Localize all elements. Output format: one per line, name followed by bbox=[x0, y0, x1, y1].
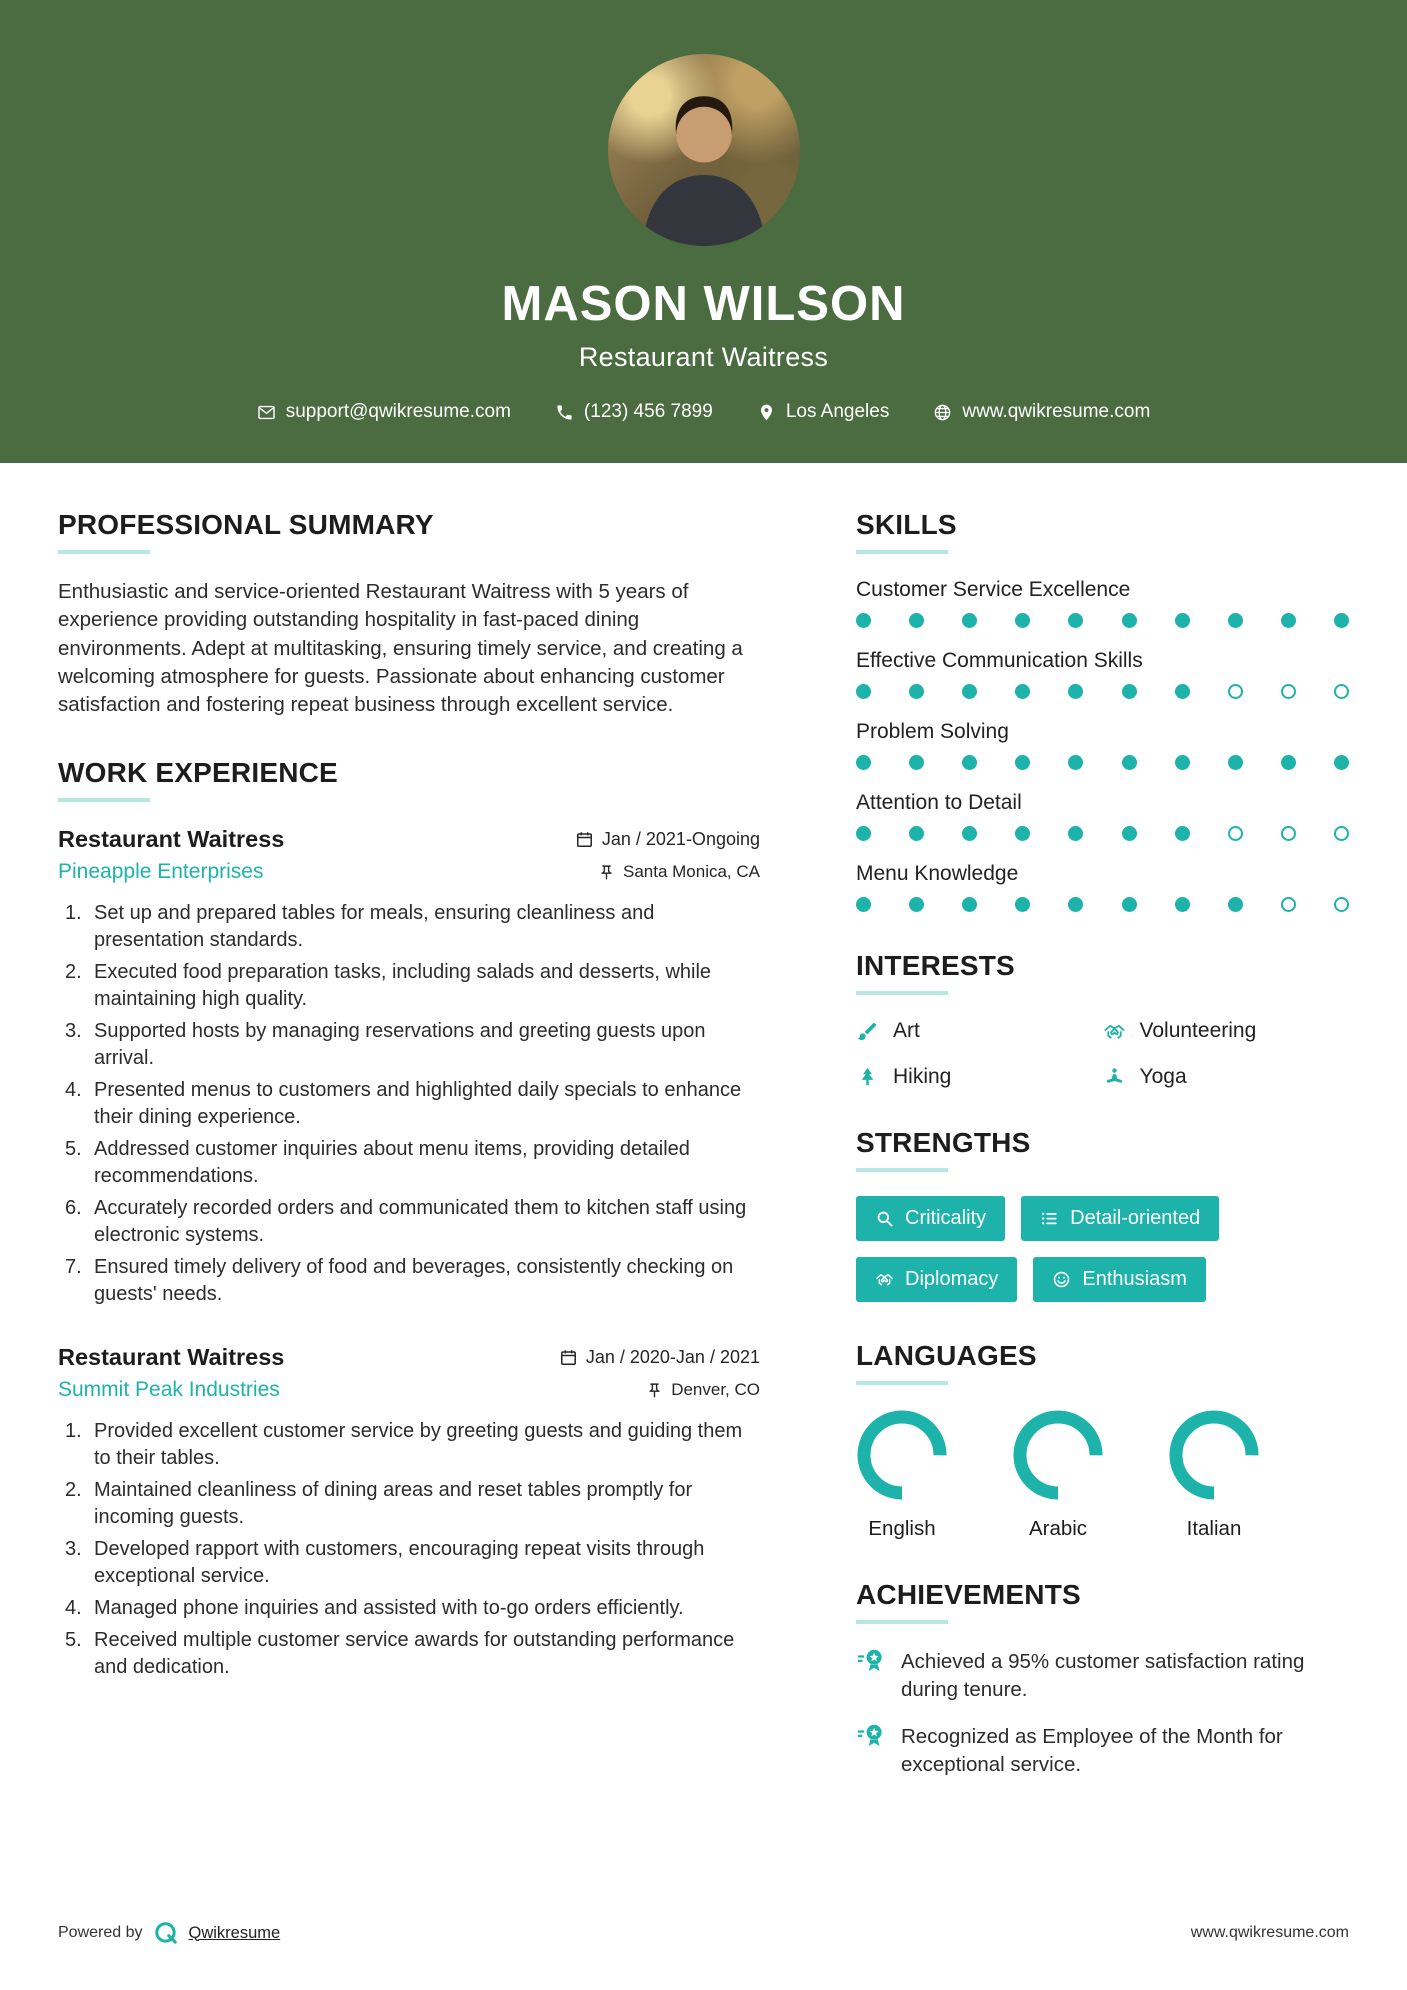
languages-row bbox=[856, 1409, 1349, 1541]
footer bbox=[0, 1920, 1407, 1946]
skill-dot-filled bbox=[1122, 755, 1137, 770]
strength-label: Criticality bbox=[905, 1207, 987, 1229]
skill-dot-filled bbox=[1068, 826, 1083, 841]
header-job-title: Restaurant Waitress bbox=[578, 342, 829, 372]
language-progress-ring bbox=[856, 1409, 948, 1501]
achievement-text: Recognized as Employee of the Month for exceptional service. bbox=[901, 1724, 1283, 1776]
skill-item bbox=[856, 791, 1349, 841]
languages-section bbox=[856, 1340, 1349, 1541]
skill-dot-empty bbox=[1228, 826, 1243, 841]
job-bullet: Developed rapport with customers, encouraging repeat visits through exceptional service. bbox=[94, 1538, 705, 1588]
strength-pill bbox=[856, 1196, 1005, 1241]
job-company: Pineapple Enterprises bbox=[58, 860, 264, 884]
skills-heading: SKILLS bbox=[856, 509, 957, 540]
powered-by bbox=[58, 1920, 280, 1946]
skill-dot-filled bbox=[1334, 755, 1349, 770]
job-bullet: Supported hosts by managing reservations and greeting guests upon arrival. bbox=[94, 1020, 706, 1070]
calendar-icon bbox=[559, 1348, 578, 1367]
job-company-row bbox=[58, 1378, 760, 1402]
contact-row bbox=[0, 401, 1407, 423]
skill-dot-filled bbox=[1175, 684, 1190, 699]
skill-dot-filled bbox=[1175, 755, 1190, 770]
skill-dot-filled bbox=[1281, 613, 1296, 628]
achievement-item bbox=[856, 1723, 1349, 1780]
skill-dot-filled bbox=[1122, 684, 1137, 699]
job-title: Restaurant Waitress bbox=[58, 1344, 285, 1371]
contact-text: Los Angeles bbox=[785, 401, 890, 422]
skill-dot-filled bbox=[1281, 755, 1296, 770]
skill-name: Problem Solving bbox=[856, 720, 1009, 743]
heading-underline bbox=[856, 1381, 948, 1385]
summary-section bbox=[58, 509, 760, 719]
profile-photo-silhouette bbox=[608, 54, 800, 246]
heading-underline bbox=[856, 1620, 948, 1624]
skill-dot-filled bbox=[856, 897, 871, 912]
skill-dots bbox=[856, 613, 1349, 628]
powered-by-label: Powered by bbox=[58, 1924, 143, 1941]
skill-name: Customer Service Excellence bbox=[856, 578, 1131, 601]
job-dates bbox=[575, 829, 760, 850]
job-bullet: Executed food preparation tasks, including salads and desserts, while maintaining high quality. bbox=[94, 961, 712, 1011]
smiley-icon bbox=[1052, 1270, 1071, 1289]
skill-dot-filled bbox=[1015, 755, 1030, 770]
magnifier-icon bbox=[875, 1209, 894, 1228]
skill-dot-filled bbox=[909, 613, 924, 628]
contact-item[interactable] bbox=[555, 401, 713, 423]
job-bullet: Addressed customer inquiries about menu items, providing detailed recommendations. bbox=[94, 1138, 690, 1188]
heading-underline bbox=[856, 1168, 948, 1172]
job-dates bbox=[559, 1347, 760, 1368]
award-icon bbox=[856, 1721, 886, 1751]
skill-dots bbox=[856, 684, 1349, 699]
job-bullet: Managed phone inquiries and assisted with to-go orders efficiently. bbox=[94, 1597, 684, 1620]
job-location-text: Denver, CO bbox=[671, 1380, 760, 1400]
strength-label: Detail-oriented bbox=[1070, 1207, 1201, 1229]
strength-pill bbox=[856, 1257, 1017, 1302]
yoga-icon bbox=[1103, 1066, 1126, 1089]
interest-label: Art bbox=[893, 1019, 920, 1042]
job-title-row bbox=[58, 1344, 760, 1371]
skill-dot-filled bbox=[909, 755, 924, 770]
job-entry bbox=[58, 1344, 760, 1681]
achievements-heading: ACHIEVEMENTS bbox=[856, 1579, 1081, 1610]
skill-dot-filled bbox=[909, 684, 924, 699]
interest-item bbox=[1103, 1019, 1350, 1043]
strengths-heading: STRENGTHS bbox=[856, 1127, 1031, 1158]
language-name: Arabic bbox=[1028, 1517, 1088, 1540]
skill-dot-filled bbox=[1122, 897, 1137, 912]
skill-dot-filled bbox=[1068, 684, 1083, 699]
skill-name: Attention to Detail bbox=[856, 791, 1022, 814]
skill-dot-empty bbox=[1334, 826, 1349, 841]
job-bullet: Accurately recorded orders and communicated them to kitchen staff using electronic systems. bbox=[94, 1197, 747, 1247]
job-dates-text: Jan / 2021-Ongoing bbox=[601, 829, 760, 850]
skill-dot-empty bbox=[1334, 897, 1349, 912]
job-company: Summit Peak Industries bbox=[58, 1378, 280, 1402]
skill-dot-filled bbox=[1068, 755, 1083, 770]
contact-text: support@qwikresume.com bbox=[285, 401, 511, 422]
strengths-list bbox=[856, 1196, 1349, 1302]
skill-dots bbox=[856, 897, 1349, 912]
skill-dot-empty bbox=[1228, 684, 1243, 699]
heading-underline bbox=[856, 550, 948, 554]
language-item bbox=[1012, 1409, 1104, 1541]
skill-dot-filled bbox=[856, 826, 871, 841]
location-icon bbox=[757, 403, 776, 422]
pushpin-icon bbox=[598, 864, 615, 881]
heading-underline bbox=[58, 798, 150, 802]
jobs bbox=[58, 826, 760, 1681]
qwikresume-link[interactable]: Qwikresume bbox=[188, 1923, 281, 1942]
contact-item[interactable] bbox=[757, 401, 890, 423]
skill-dot-filled bbox=[1122, 826, 1137, 841]
skill-item bbox=[856, 649, 1349, 699]
contact-text: www.qwikresume.com bbox=[962, 401, 1151, 422]
job-title: Restaurant Waitress bbox=[58, 826, 285, 853]
interest-item bbox=[1103, 1065, 1350, 1089]
interest-item bbox=[856, 1065, 1103, 1089]
skill-dot-filled bbox=[856, 684, 871, 699]
skill-dot-filled bbox=[856, 755, 871, 770]
achievement-text: Achieved a 95% customer satisfaction rating during tenure. bbox=[901, 1650, 1305, 1702]
job-entry bbox=[58, 826, 760, 1308]
skill-dot-empty bbox=[1281, 897, 1296, 912]
job-bullets bbox=[58, 1418, 760, 1681]
skill-dot-filled bbox=[1015, 684, 1030, 699]
tree-icon bbox=[856, 1066, 879, 1089]
job-bullet: Maintained cleanliness of dining areas and reset tables promptly for incoming guests. bbox=[94, 1479, 693, 1529]
job-bullet: Presented menus to customers and highlighted daily specials to enhance their dining experience. bbox=[94, 1079, 742, 1129]
achievements-list bbox=[856, 1648, 1349, 1779]
work-heading: WORK EXPERIENCE bbox=[58, 757, 338, 789]
summary-text: Enthusiastic and service-oriented Restaurant Waitress with 5 years of experience providing outstanding hospitality in fast-paced dining environments. Adept at multitasking, ensuring timely service, and creating a welcoming atmosphere for guests. Passionate about enhancing customer satisfaction and fostering repeat business through excellent service. bbox=[58, 580, 743, 717]
job-bullet: Provided excellent customer service by greeting guests and guiding them to their tables. bbox=[94, 1420, 743, 1470]
achievements-section bbox=[856, 1579, 1349, 1779]
list-icon bbox=[1040, 1209, 1059, 1228]
language-progress-ring bbox=[1012, 1409, 1104, 1501]
interests-grid bbox=[856, 1019, 1349, 1089]
skill-item bbox=[856, 720, 1349, 770]
skills-section bbox=[856, 509, 1349, 912]
skill-dot-filled bbox=[1068, 613, 1083, 628]
heading-underline bbox=[856, 991, 948, 995]
heading-underline bbox=[58, 550, 150, 554]
skill-dot-filled bbox=[962, 826, 977, 841]
handshake-icon bbox=[1103, 1020, 1126, 1043]
job-dates-text: Jan / 2020-Jan / 2021 bbox=[585, 1347, 760, 1368]
skill-dot-filled bbox=[909, 897, 924, 912]
resume-body bbox=[0, 463, 1407, 1817]
strength-label: Enthusiasm bbox=[1082, 1268, 1187, 1290]
job-company-row bbox=[58, 860, 760, 884]
summary-heading: PROFESSIONAL SUMMARY bbox=[58, 509, 434, 540]
skill-dot-filled bbox=[1015, 613, 1030, 628]
language-item bbox=[856, 1409, 948, 1541]
skill-dot-filled bbox=[1175, 826, 1190, 841]
skill-name: Effective Communication Skills bbox=[856, 649, 1143, 672]
job-bullet: Set up and prepared tables for meals, ensuring cleanliness and presentation standards. bbox=[94, 902, 655, 952]
strengths-section bbox=[856, 1127, 1349, 1302]
work-section bbox=[58, 757, 760, 1681]
skill-item bbox=[856, 862, 1349, 912]
job-bullet: Received multiple customer service awards for outstanding performance and dedication. bbox=[94, 1629, 735, 1679]
phone-icon bbox=[555, 403, 574, 422]
calendar-icon bbox=[575, 830, 594, 849]
interests-heading: INTERESTS bbox=[856, 950, 1015, 981]
skill-dot-filled bbox=[856, 613, 871, 628]
language-progress-ring bbox=[1168, 1409, 1260, 1501]
contact-item[interactable] bbox=[933, 401, 1150, 423]
job-location-text: Santa Monica, CA bbox=[622, 862, 760, 882]
skill-dot-filled bbox=[1228, 755, 1243, 770]
contact-item[interactable] bbox=[257, 401, 511, 423]
email-icon bbox=[257, 403, 276, 422]
name-heading: MASON WILSON bbox=[501, 277, 906, 331]
skill-dot-filled bbox=[962, 684, 977, 699]
skill-dot-empty bbox=[1281, 684, 1296, 699]
language-name: Italian bbox=[1186, 1517, 1242, 1540]
language-name: English bbox=[868, 1517, 936, 1540]
job-bullets bbox=[58, 900, 760, 1308]
paintbrush-icon bbox=[856, 1020, 879, 1043]
language-item bbox=[1168, 1409, 1260, 1541]
pushpin-icon bbox=[646, 1382, 663, 1399]
job-bullet: Ensured timely delivery of food and beverages, consistently checking on guests' needs. bbox=[94, 1256, 734, 1306]
footer-site-link[interactable]: www.qwikresume.com bbox=[1190, 1924, 1349, 1941]
right-column bbox=[856, 509, 1349, 1817]
skill-item bbox=[856, 578, 1349, 628]
skill-dot-filled bbox=[1228, 897, 1243, 912]
skill-dot-filled bbox=[962, 755, 977, 770]
skill-dot-empty bbox=[1334, 684, 1349, 699]
skill-dot-filled bbox=[1175, 897, 1190, 912]
interest-label: Volunteering bbox=[1139, 1019, 1257, 1042]
languages-heading: LANGUAGES bbox=[856, 1340, 1037, 1371]
skill-dot-filled bbox=[1068, 897, 1083, 912]
skill-dot-filled bbox=[1122, 613, 1137, 628]
skill-dots bbox=[856, 755, 1349, 770]
award-icon bbox=[856, 1646, 886, 1676]
skill-dot-filled bbox=[962, 897, 977, 912]
skill-dot-filled bbox=[909, 826, 924, 841]
globe-icon bbox=[933, 403, 952, 422]
skill-dot-filled bbox=[962, 613, 977, 628]
interest-label: Yoga bbox=[1139, 1065, 1187, 1088]
interest-item bbox=[856, 1019, 1103, 1043]
job-location bbox=[598, 862, 760, 882]
left-column bbox=[58, 509, 760, 1817]
skill-dot-filled bbox=[1334, 613, 1349, 628]
skill-name: Menu Knowledge bbox=[856, 862, 1019, 885]
strength-label: Diplomacy bbox=[905, 1268, 999, 1290]
job-location bbox=[646, 1380, 760, 1400]
job-title-row bbox=[58, 826, 760, 853]
profile-photo bbox=[608, 54, 800, 246]
handshake-icon bbox=[875, 1270, 894, 1289]
skill-dot-filled bbox=[1175, 613, 1190, 628]
interests-section bbox=[856, 950, 1349, 1089]
interest-label: Hiking bbox=[893, 1065, 952, 1088]
strength-pill bbox=[1033, 1257, 1206, 1302]
skill-dot-filled bbox=[1015, 897, 1030, 912]
qwikresume-logo-icon[interactable] bbox=[153, 1920, 179, 1946]
achievement-item bbox=[856, 1648, 1349, 1705]
skills-list bbox=[856, 578, 1349, 912]
skill-dot-filled bbox=[1015, 826, 1030, 841]
skill-dot-filled bbox=[1228, 613, 1243, 628]
header bbox=[0, 0, 1407, 463]
skill-dot-empty bbox=[1281, 826, 1296, 841]
skill-dots bbox=[856, 826, 1349, 841]
strength-pill bbox=[1021, 1196, 1219, 1241]
contact-text: (123) 456 7899 bbox=[583, 401, 713, 422]
